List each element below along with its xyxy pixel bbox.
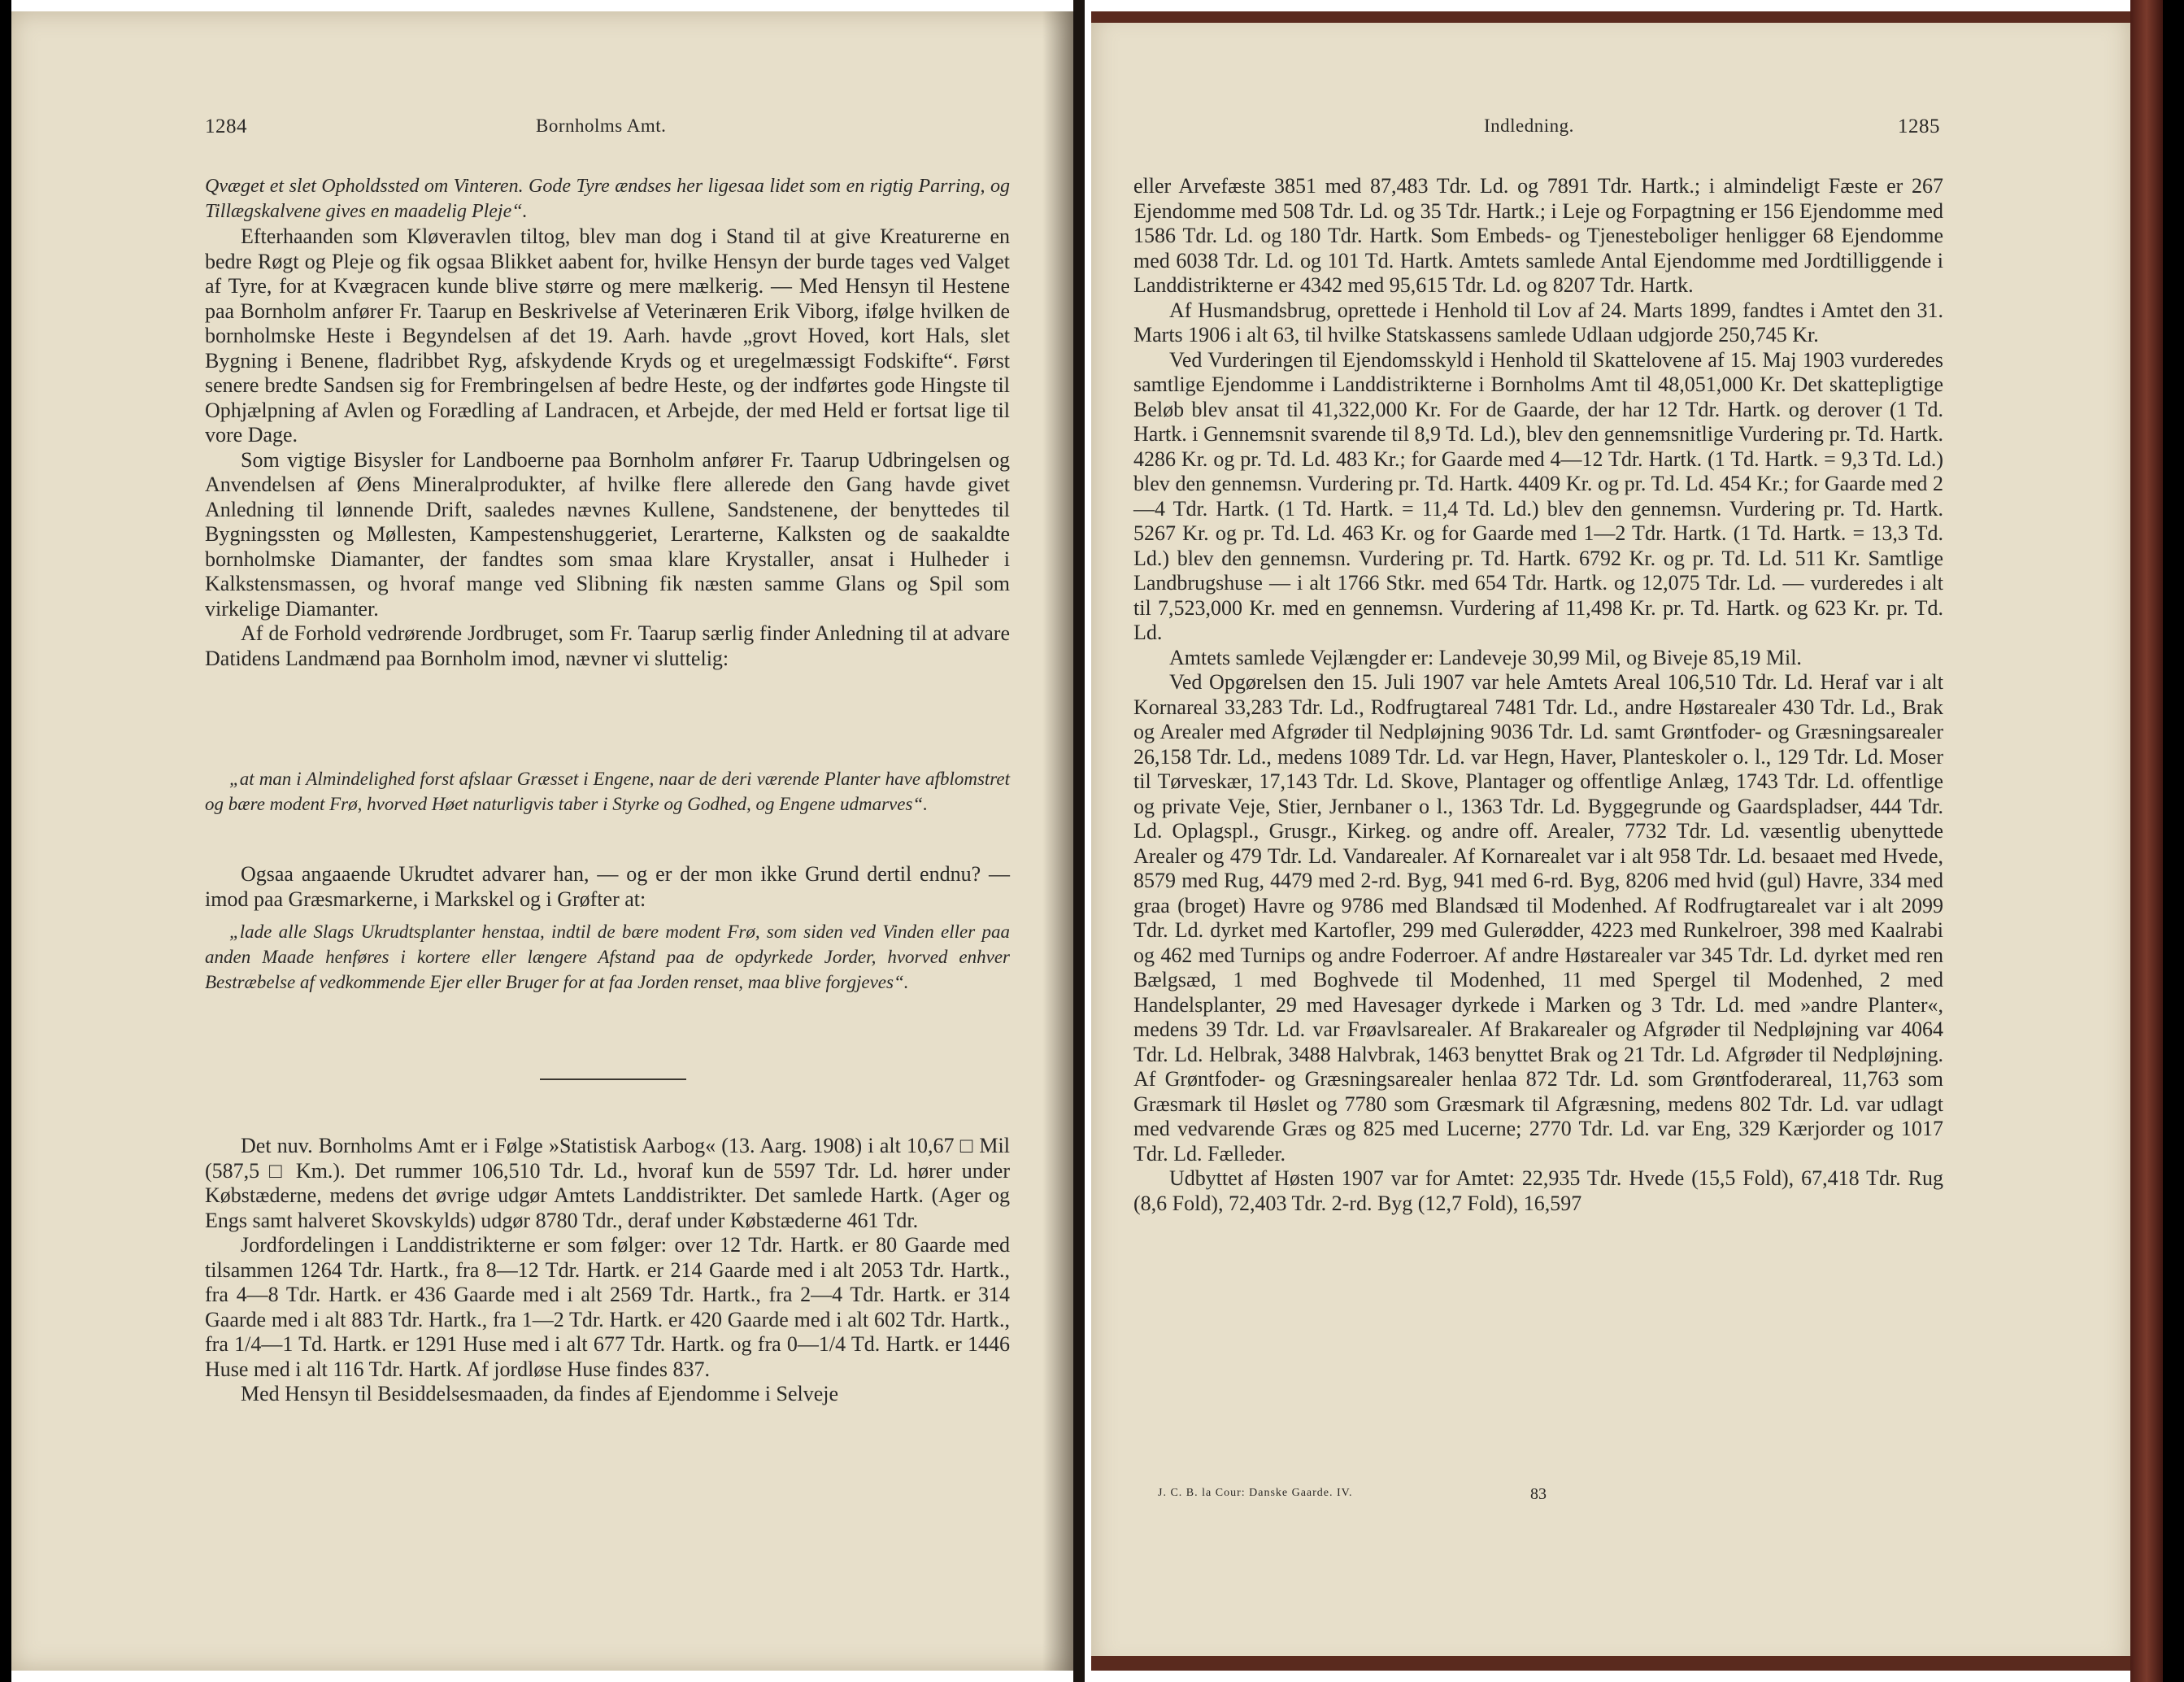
left-paragraph-area: Det nuv. Bornholms Amt er i Følge »Statistisk Aarbog« (13. Aarg. 1908) i alt 10,67 □ Mil (587,5 □ Km.). Det rummer 106,510 Tdr. Ld., hvoraf kun de 5597 Tdr. Ld. hører under Købstæderne, medens det øvrige udgør Amtets Landdistrikter. Det samlede Hartk. (Ager og Engs samt halveret Skovskylds) udgør 8780 Tdr., deraf under Købstæderne 461 Tdr. <box>205 1134 1010 1232</box>
left-quote-weeds <box>205 919 1010 995</box>
left-paragraph-minerals: Som vigtige Bisysler for Landboerne paa Bornholm anfører Fr. Taarup Udbringelsen og Anvendelsen af Øens Mineralprodukter, af hvilke flere allerede den Gang havde givet Anledning til lønnende Drift, saaledes nævnes Kullene, Sandstenene, der benyttedes til Bygningssten og Møllesten, Kampestenshuggeriet, Lerarterne, Kalksten og de saakaldte bornholmske Diamanter, der fandtes som smaa klare Krystaller, ansat i Hulheder i Kalkstensmassen, og hvoraf mange ved Slibning fik næsten samme Glans og Spil som virkelige Diamanter. <box>205 447 1010 621</box>
left-quote-weeds-text: „lade alle Slags Ukrudtsplanter henstaa, indtil de bære modent Frø, som siden ved Vinden eller paa anden Maade henføres i kortere eller længere Afstand paa de opdyrkede Jorder, hvorved enhver Bestræbelse af vedkommende Ejer eller Bruger for at faa Jorden renset, maa blive forgjeves“. <box>205 922 1010 992</box>
right-paragraph-smallholdings: Af Husmandsbrug, oprettede i Henhold til Lov af 24. Marts 1899, fandtes i Amtet den 31. Marts 1906 i alt 63, til hvilke Statskassens samlede Udlaan udgjorde 250,745 Kr. <box>1133 298 1943 346</box>
left-quote-meadows <box>205 766 1010 817</box>
right-paragraph-harvest: Udbyttet af Høsten 1907 var for Amtet: 22,935 Tdr. Hvede (15,5 Fold), 67,418 Tdr. Rug (8,6 Fold), 72,403 Tdr. 2-rd. Byg (12,7 Fold), 16,597 <box>1133 1166 1943 1215</box>
left-paragraph-land-distribution: Jordfordelingen i Landdistrikterne er som følger: over 12 Tdr. Hartk. er 80 Gaarde med tilsammen 1264 Tdr. Hartk., fra 8—12 Tdr. Hartk. er 214 Gaarde med i alt 2053 Tdr. Hartk., fra 4—8 Tdr. Hartk. er 436 Gaarde med i alt 2569 Tdr. Hartk., fra 2—4 Tdr. Hartk. er 314 Gaarde med i alt 883 Tdr. Hartk., fra 1—2 Tdr. Hartk. er 420 Gaarde med i alt 602 Tdr. Hartk., fra 1/4—1 Td. Hartk. er 1291 Huse med i alt 677 Tdr. Hartk. og fra 0—1/4 Td. Hartk. er 1446 Huse med i alt 116 Tdr. Hartk. Af jordløse Huse findes 837. <box>205 1233 1010 1381</box>
scan-border-left <box>0 0 11 1682</box>
right-page-number: 1285 <box>1898 115 1940 137</box>
left-paragraph-weeds-text: Ogsaa angaaende Ukrudtet advarer han, — og er der mon ikke Grund dertil endnu? — imod paa Græsmarkerne, i Markskel og i Grøfter at: <box>205 862 1010 911</box>
right-cover-edge <box>2130 0 2163 1682</box>
center-gap <box>1073 0 1085 1682</box>
left-quote-meadows-text: „at man i Almindelighed forst afslaar Græsset i Engene, naar de deri værende Planter have afblomstret og bære modent Frø, hvorved Høet naturligvis taber i Styrke og Godhed, og Engene udmarves“. <box>205 769 1010 814</box>
printer-imprint: J. C. B. la Cour: Danske Gaarde. IV. <box>1158 1487 1353 1499</box>
right-paragraph-tenure: eller Arvefæste 3851 med 87,483 Tdr. Ld. og 7891 Tdr. Hartk.; i almindeligt Fæste er 267 Ejendomme med 508 Tdr. Ld. og 35 Tdr. Hartk.; i Leje og Forpagtning er 156 Ejendomme med 1586 Tdr. Ld. og 180 Tdr. Hartk. Som Embeds- og Tjenesteboliger henligger 68 Ejendomme med 6038 Tdr. Ld. og 101 Td. Hartk. Amtets samlede Antal Ejendomme med Jordtilliggende i Landdistrikterne er 4342 med 95,615 Tdr. Ld. og 8207 Tdr. Hartk. <box>1133 174 1943 297</box>
left-page-gutter-shadow <box>1042 11 1075 1671</box>
left-paragraph-horses: Efterhaanden som Kløveravlen tiltog, blev man dog i Stand til at give Kreaturerne en bedre Røgt og Pleje og fik ogsaa Blikket aabent for, hvilke Hensyn der burde tages ved Valget af Tyre, for at Kvægracen kunde blive større og mere mælkerig. — Med Hensyn til Hestene paa Bornholm anfører Fr. Taarup en Beskrivelse af Veterinæren Erik Viborg, ifølge hvilken de bornholmske Heste i Begyndelsen af det 19. Aarh. havde „grovt Hoved, kort Hals, slet Bygning i Benene, fladribbet Ryg, afskydende Kryds og et uregelmæssigt Fodskifte“. Først senere bredte Sandsen sig for Frembringelsen af bedre Heste, og der indførtes gode Hingste til Ophjælpning af Avlen og Forædling af Landracen, et Arbejde, der med Held er fortsat lige til vore Dage. <box>205 224 1010 447</box>
left-page <box>11 11 1073 1671</box>
left-running-head: Bornholms Amt. <box>536 115 667 136</box>
right-cover-edge-bottom <box>1091 1656 2130 1671</box>
left-paragraph-weeds <box>205 862 1010 912</box>
left-opening-paragraph: Qvæget et slet Opholdssted om Vinteren. Gode Tyre ændses her ligesaa lidet som en rigtig Parring, og Tillægskalvene gives en maadelig Pleje“. <box>205 176 1010 222</box>
left-text-block-1 <box>205 174 1010 671</box>
scan-border-right <box>2163 0 2184 1682</box>
left-page-number: 1284 <box>205 115 247 137</box>
left-paragraph-ownership: Med Hensyn til Besiddelsesmaaden, da findes af Ejendomme i Selveje <box>241 1382 839 1405</box>
right-running-head: Indledning. <box>1484 115 1574 136</box>
left-paragraph-warning: Af de Forhold vedrørende Jordbruget, som Fr. Taarup særlig finder Anledning til at advare Datidens Landmænd paa Bornholm imod, nævner vi sluttelig: <box>205 621 1010 670</box>
section-divider-rule <box>540 1078 686 1080</box>
right-paragraph-land-use: Ved Opgørelsen den 15. Juli 1907 var hele Amtets Areal 106,510 Tdr. Ld. Heraf var i alt Kornareal 33,283 Tdr. Ld., Rodfrugtareal 7481 Tdr. Ld., andre Høstarealer 430 Tdr. Ld., Brak og Arealer med Afgrøder til Nedpløjning 9036 Tdr. Ld. samt Grøntfoder- og Græsningsarealer 26,158 Tdr. Ld., medens 1089 Tdr. Ld. var Hegn, Haver, Planteskoler o. l., 129 Tdr. Ld. Moser til Tørveskær, 17,143 Tdr. Ld. Skove, Plantager og offentlige Anlæg, 1743 Tdr. Ld. offentlige og private Veje, Stier, Jernbaner o l., 1363 Tdr. Ld. Byggegrunde og Gaardspladser, 444 Tdr. Ld. Oplagspl., Grusgr., Kirkeg. og andre off. Arealer, 7732 Tdr. Ld. væsentlig ubenyttede Arealer og 479 Tdr. Ld. Vandarealer. Af Kornarealet var i alt 958 Tdr. Ld. besaaet med Hvede, 8579 med Rug, 4479 med 2-rd. Byg, 941 med 6-rd. Byg, 8206 med hvid (gul) Havre, 334 med graa (broget) Havre og 9786 med Blandsæd til Modenhed. Af Rodfrugtarealet var i alt 2099 Tdr. Ld. dyrket med Kartofler, 299 med Gulerødder, 4223 med Runkelroer, 398 med Kaalrabi og 462 med Turnips og andre Foderroer. Af andre Høstarealer var 345 Tdr. Ld. dyrket med ren Bælgsæd, 1 med Boghvede til Modenhed, 11 med Spergel til Modenhed, 2 med Handelsplanter, 29 med Havesager dyrkede i Marken og 3 Tdr. Ld. med »andre Planter«, medens 39 Tdr. Ld. var Frøavlsarealer. Af Brakarealer og Afgrøder til Nedpløjning var 4064 Tdr. Ld. Helbrak, 3488 Halvbrak, 1463 benyttet Brak og 21 Tdr. Ld. Afgrøder til Nedpløjning. Af Grøntfoder- og Græsningsarealer henlaa 872 Tdr. Ld. som Grøntfoderareal, 11,763 som Græsmark til Høslet og 7780 som Græsmark til Afgræsning, medens 802 Tdr. Ld. var udlagt med vedvarende Græs og 825 med Lucerne; 2770 Tdr. Ld. var Eng, 329 Kærjorder og 1017 Tdr. Ld. Fælleder. <box>1133 670 1943 1166</box>
right-page <box>1091 11 2130 1671</box>
left-text-block-2 <box>205 1134 1010 1407</box>
signature-folio: 83 <box>1530 1485 1547 1503</box>
right-cover-edge-top <box>1091 11 2130 23</box>
right-paragraph-roads: Amtets samlede Vejlængder er: Landeveje 30,99 Mil, og Biveje 85,19 Mil. <box>1169 645 1802 669</box>
right-text-block <box>1133 174 1943 1216</box>
right-paragraph-valuation: Ved Vurderingen til Ejendomsskyld i Henhold til Skattelovene af 15. Maj 1903 vurderedes samtlige Ejendomme i Landdistrikterne i Bornholms Amt til 48,051,000 Kr. Det skattepligtige Beløb blev ansat til 41,322,000 Kr. For de Gaarde, der har 12 Tdr. Hartk. og derover (1 Td. Hartk. i Gennemsnit svarende til 8,9 Td. Ld.), blev den gennemsnitlige Vurdering pr. Td. Hartk. 4286 Kr. og pr. Td. Ld. 483 Kr.; for Gaarde med 4—12 Tdr. Hartk. (1 Td. Hartk. = 9,3 Td. Ld.) blev den gennemsn. Vurdering pr. Td. Hartk. 4409 Kr. og pr. Td. Ld. 454 Kr.; for Gaarde med 2—4 Tdr. Hartk. (1 Td. Hartk. = 11,4 Td. Ld.) blev den gennemsn. Vurdering pr. Td. Hartk. 5267 Kr. og pr. Td. Ld. 463 Kr. og for Gaarde med 1—2 Tdr. Hartk. (1 Td. Hartk. = 13,3 Td. Ld.) blev den gennemsn. Vurdering pr. Td. Hartk. 6792 Kr. og pr. Td. Ld. 511 Kr. Samtlige Landbrugshuse — i alt 1766 Stkr. med 654 Tdr. Hartk. og 12,075 Tdr. Ld. — vurderedes i alt til 7,523,000 Kr. med en gennemsn. Vurdering af 11,498 Kr. pr. Td. Hartk. og 623 Kr. pr. Td. Ld. <box>1133 347 1943 644</box>
